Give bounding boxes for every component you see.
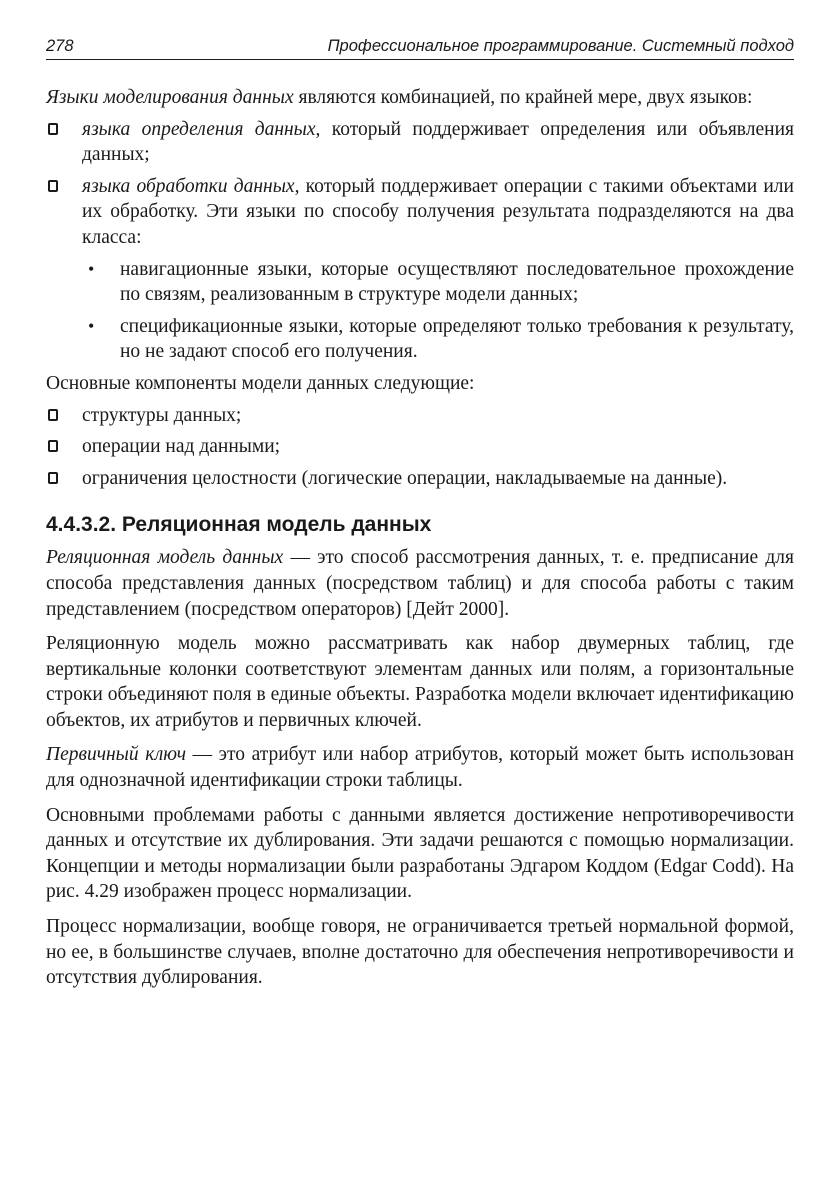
list-item (46, 466, 794, 492)
primary-key-paragraph (46, 742, 794, 793)
list-item-text: структуры данных; (82, 404, 242, 426)
list-item (46, 174, 794, 251)
checkbox-bullet-icon (48, 123, 58, 135)
list-item (46, 117, 794, 168)
list-item (46, 434, 794, 460)
tables-paragraph: Реляционную модель можно рассматривать как набор двумерных таблиц, где вертикальные колонки соответствуют элементам данных или полям, а горизонтальные строки объединяют поля в единые объекты. Разработка модели включает идентификацию объектов, их атрибутов и первичных ключей. (46, 633, 794, 731)
relational-term: Реляционная модель данных (46, 547, 284, 569)
checkbox-bullet-icon (48, 472, 58, 484)
components-intro: Основные компоненты модели данных следующие: (46, 372, 475, 394)
checkbox-bullet-icon (48, 440, 58, 452)
checkbox-bullet-icon (48, 409, 58, 421)
sub-list-item (46, 314, 794, 365)
sub-list-item (46, 257, 794, 308)
primary-key-text: — это атрибут или набор атрибутов, который может быть использован для однозначной идентификации строки таблицы. (46, 744, 794, 792)
list-item-text: ограничения целостности (логические операции, накладываемые на данные). (82, 467, 728, 489)
running-head (46, 36, 794, 60)
bullet-dot-icon: • (88, 258, 95, 279)
primary-key-term: Первичный ключ (46, 744, 187, 766)
intro-term: Языки моделирования данных (46, 87, 294, 108)
list-item-text: , который поддерживает операции с такими объектами или их обработку. Эти языки по способу получения результата подразделяются на два класса: (82, 175, 794, 248)
list-item-text: операции над данными; (82, 436, 281, 458)
page-content (46, 85, 794, 991)
list-item-term: языка обработки данных (82, 175, 295, 197)
list-item (46, 403, 794, 429)
section-heading: 4.4.3.2. Реляционная модель данных (46, 513, 432, 537)
sub-list-item-text: навигационные языки, которые осуществляют последовательное прохождение по связям, реализованным в структуре модели данных; (120, 258, 794, 306)
page-number: 278 (46, 37, 74, 55)
intro-paragraph (46, 85, 794, 111)
list-item-text: , который поддерживает определения или объявления данных; (82, 118, 794, 166)
relational-text: — это способ рассмотрения данных, т. е. предписание для способа представления данных (посредством таблиц) и для способа работы с таким представлением (посредством операторов) [Дейт 2000]. (46, 547, 795, 620)
book-title: Профессиональное программирование. Системный подход (327, 37, 794, 55)
relational-model-paragraph (46, 545, 794, 622)
sub-list-item-text: спецификационные языки, которые определяют только требования к результату, но не задают способ его получения. (120, 315, 794, 363)
normalization-paragraph: Основными проблемами работы с данными является достижение непротиворечивости данных и отсутствие их дублирования. Эти задачи решаются с помощью нормализации. Концепции и методы нормализации были разработаны Эдгаром Коддом (Edgar Codd). На рис. 4.29 изображен процесс нормализации. (46, 804, 794, 903)
process-paragraph: Процесс нормализации, вообще говоря, не ограничивается третьей нормальной формой, но ее, в большинстве случаев, вполне достаточно для обеспечения непротиворечивости и отсутствия дублирования. (46, 916, 794, 989)
intro-text: являются комбинацией, по крайней мере, двух языков: (293, 87, 753, 108)
bullet-dot-icon: • (88, 315, 95, 336)
list-item-term: языка определения данных (82, 118, 316, 140)
checkbox-bullet-icon (48, 180, 58, 192)
